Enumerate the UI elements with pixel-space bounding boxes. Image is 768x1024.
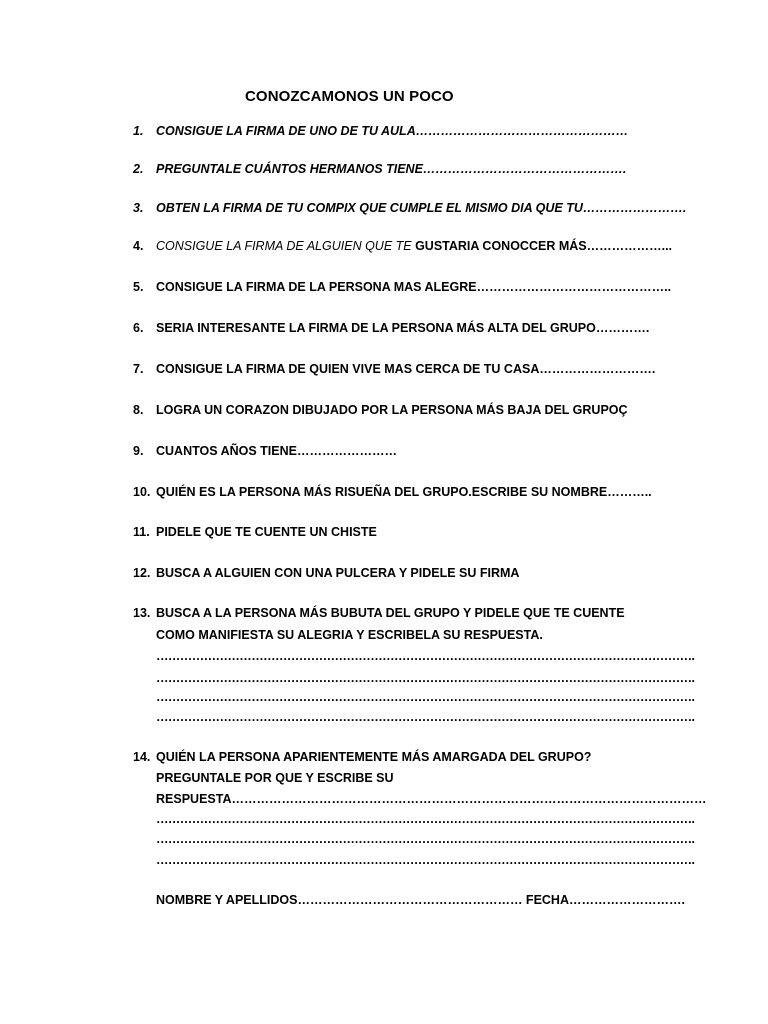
- item-number: 8.: [133, 403, 144, 417]
- item-number: 1.: [133, 124, 144, 138]
- item-number: 14.: [133, 750, 151, 764]
- item-number: 13.: [133, 606, 151, 620]
- answer-line: ……………………………………………………………………………………………………………………….: [156, 671, 695, 685]
- list-item-6: [133, 320, 649, 336]
- list-item-10: [133, 484, 652, 500]
- item-text: CUANTOS AÑOS TIENE……………………: [156, 444, 397, 458]
- item-text-line2: COMO MANIFIESTA SU ALEGRIA Y ESCRIBELA SU RESPUESTA.: [156, 628, 543, 642]
- item-text: CONSIGUE LA FIRMA DE LA PERSONA MAS ALEGRE………………………………………..: [156, 280, 672, 294]
- item-number: 3.: [133, 201, 144, 215]
- name-date-field: NOMBRE Y APELLIDOS……………………………………………… FECHA……………………….: [156, 893, 685, 907]
- answer-line: ……………………………………………………………………………………………………………………….: [156, 690, 695, 704]
- item-number: 4.: [133, 239, 144, 253]
- item-number: 5.: [133, 280, 144, 294]
- answer-line: ……………………………………………………………………………………………………………………….: [156, 649, 695, 663]
- list-item-9: [133, 443, 397, 459]
- item-text-line2: PREGUNTALE POR QUE Y ESCRIBE SU: [156, 771, 394, 785]
- list-item-14-continuation: [156, 770, 394, 786]
- item-number: 7.: [133, 362, 144, 376]
- item-text: QUIÉN ES LA PERSONA MÁS RISUEÑA DEL GRUPO.ESCRIBE SU NOMBRE………..: [156, 485, 652, 499]
- item-text: CONSIGUE LA FIRMA DE UNO DE TU AULA……………………………………………: [156, 124, 629, 138]
- list-item-5: [133, 279, 671, 295]
- item-text: QUIÉN LA PERSONA APARIENTEMENTE MÁS AMARGADA DEL GRUPO?: [156, 750, 592, 764]
- list-item-11: [133, 524, 377, 540]
- item-text: BUSCA A LA PERSONA MÁS BUBUTA DEL GRUPO Y PIDELE QUE TE CUENTE: [156, 606, 625, 620]
- list-item-8: [133, 402, 628, 418]
- list-item-12: [133, 565, 519, 581]
- answer-line: ……………………………………………………………………………………………………………………….: [156, 710, 695, 724]
- item-number: 11.: [133, 525, 150, 539]
- item-text-line3: RESPUESTA……………………………………………………………………………………………………: [156, 792, 707, 806]
- list-item-2: [133, 161, 626, 177]
- item-text: BUSCA A ALGUIEN CON UNA PULCERA Y PIDELE SU FIRMA: [156, 566, 520, 580]
- list-item-4: [133, 238, 672, 254]
- item-number: 6.: [133, 321, 144, 335]
- list-item-13-continuation: [156, 627, 543, 643]
- list-item-7: [133, 361, 655, 377]
- item-number: 12.: [133, 566, 151, 580]
- answer-line: ……………………………………………………………………………………………………………………….: [156, 853, 695, 867]
- item-text-italic: CONSIGUE LA FIRMA DE ALGUIEN QUE TE: [156, 239, 416, 253]
- list-item-3: [133, 200, 686, 216]
- item-text-bold: GUSTARIA CONOCCER MÁS………………...: [415, 239, 673, 253]
- item-text: SERIA INTERESANTE LA FIRMA DE LA PERSONA MÁS ALTA DEL GRUPO………….: [156, 321, 650, 335]
- list-item-1: [133, 123, 628, 139]
- item-text: LOGRA UN CORAZON DIBUJADO POR LA PERSONA MÁS BAJA DEL GRUPOÇ: [156, 403, 628, 417]
- item-number: 2.: [133, 162, 144, 176]
- page-title: CONOZCAMONOS UN POCO: [245, 88, 454, 105]
- list-item-14-continuation: [156, 791, 706, 807]
- item-text: PIDELE QUE TE CUENTE UN CHISTE: [156, 525, 377, 539]
- item-text: PREGUNTALE CUÁNTOS HERMANOS TIENE………………………………………….: [156, 162, 627, 176]
- item-text: CONSIGUE LA FIRMA DE QUIEN VIVE MAS CERCA DE TU CASA……………………….: [156, 362, 656, 376]
- item-number: 10.: [133, 485, 151, 499]
- answer-line: ……………………………………………………………………………………………………………………….: [156, 832, 695, 846]
- answer-line: ……………………………………………………………………………………………………………………….: [156, 812, 695, 826]
- list-item-13: [133, 605, 625, 621]
- item-number: 9.: [133, 444, 144, 458]
- item-text: OBTEN LA FIRMA DE TU COMPIX QUE CUMPLE EL MISMO DIA QUE TU…………………….: [156, 201, 687, 215]
- list-item-14: [133, 749, 591, 765]
